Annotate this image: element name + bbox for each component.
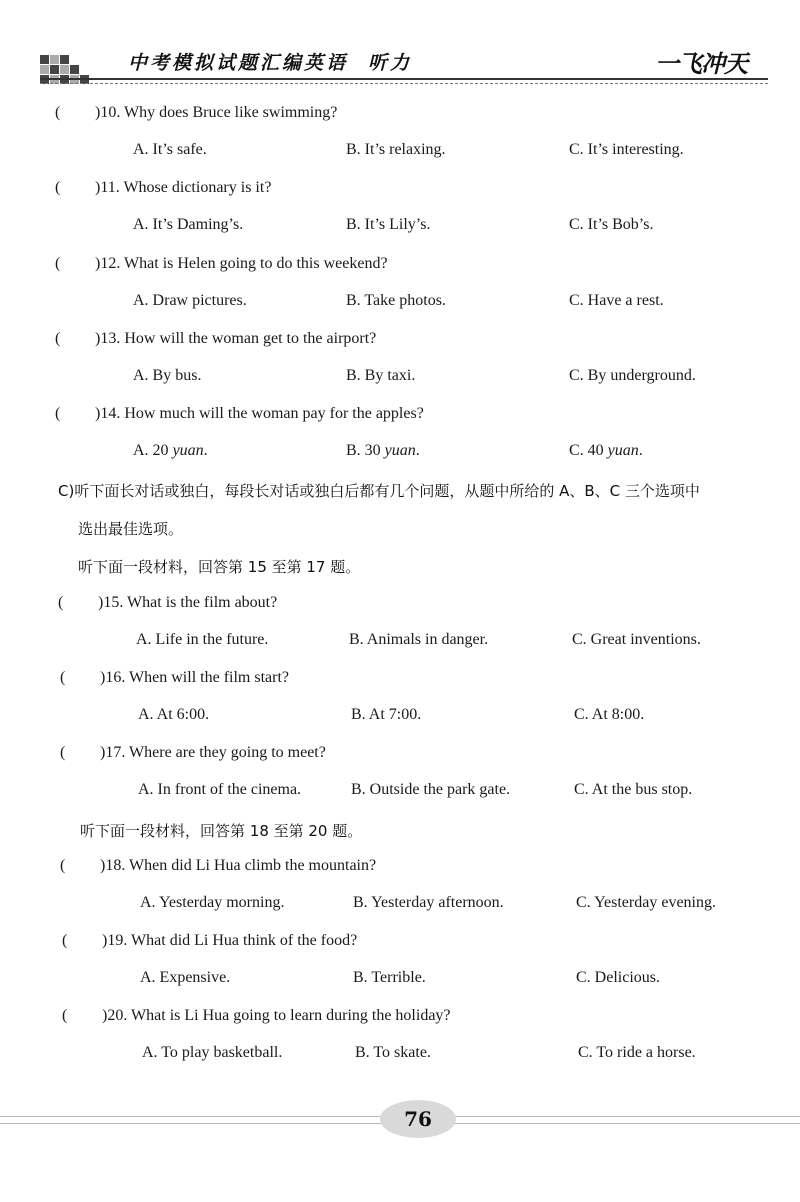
option-a: A. By bus. [133, 367, 202, 384]
option-b: B. It’s Lily’s. [346, 216, 431, 233]
option-c: C. Have a rest. [569, 292, 664, 309]
question-18 [60, 857, 376, 875]
book-title [128, 48, 412, 75]
question-20 [62, 1007, 451, 1025]
option-b: B. Outside the park gate. [351, 781, 511, 798]
option-c: C. It’s Bob’s. [569, 216, 654, 233]
question-text: What is the film about? [127, 594, 278, 611]
book-title-text: 中考模拟试题汇编英语 [128, 52, 349, 74]
option-a [133, 442, 208, 460]
option-c [569, 442, 643, 460]
question-text: How much will the woman pay for the apples? [124, 405, 424, 422]
question-number: )17. [100, 744, 126, 761]
option-a: A. At 6:00. [138, 706, 210, 723]
question-15 [58, 594, 277, 612]
option-b: B. At 7:00. [351, 706, 422, 723]
question-number: )20. [102, 1007, 128, 1024]
question-text: When will the film start? [129, 669, 289, 686]
answer-paren: ( [62, 932, 68, 949]
question-17 [60, 744, 326, 762]
option-a: A. Draw pictures. [133, 292, 247, 309]
option-a-unit: yuan [172, 442, 204, 459]
question-number: )18. [100, 857, 126, 874]
answer-paren: ( [55, 330, 61, 347]
option-a-end: . [203, 442, 208, 459]
option-c: C. By underground. [569, 367, 696, 384]
header-divider [40, 78, 768, 80]
question-number: )13. [95, 330, 121, 347]
question-16 [60, 669, 289, 687]
answer-paren: ( [62, 1007, 68, 1024]
option-c-end: . [638, 442, 643, 459]
question-number: )12. [95, 255, 121, 272]
footer-border-right [452, 1116, 800, 1124]
question-text: When did Li Hua climb the mountain? [129, 857, 377, 874]
option-b: B. To skate. [355, 1044, 431, 1061]
question-number: )10. [95, 104, 121, 121]
option-c: C. Yesterday evening. [576, 894, 716, 911]
option-b-end: . [415, 442, 420, 459]
question-19 [62, 932, 357, 950]
option-b [346, 442, 420, 460]
option-b: B. It’s relaxing. [346, 141, 446, 158]
option-a: A. Yesterday morning. [140, 894, 285, 911]
answer-paren: ( [55, 179, 61, 196]
question-13 [55, 330, 376, 348]
option-c: C. To ride a horse. [578, 1044, 696, 1061]
answer-paren: ( [55, 405, 61, 422]
checker-decoration [40, 55, 100, 85]
option-b: B. By taxi. [346, 367, 416, 384]
header-divider-dashed [40, 83, 768, 84]
page-header [0, 0, 800, 95]
question-number: )15. [98, 594, 124, 611]
option-b-unit: yuan [384, 442, 416, 459]
question-10 [55, 104, 337, 122]
question-text: Where are they going to meet? [129, 744, 326, 761]
question-11 [55, 179, 271, 197]
question-text: Why does Bruce like swimming? [124, 104, 338, 121]
option-c-unit: yuan [607, 442, 639, 459]
answer-paren: ( [60, 744, 66, 761]
section-c-instruction-line2: 选出最佳选项。 [78, 520, 184, 538]
question-14 [55, 405, 424, 423]
question-number: )14. [95, 405, 121, 422]
option-c: C. Great inventions. [572, 631, 701, 648]
question-text: Whose dictionary is it? [123, 179, 272, 196]
option-b: B. Yesterday afternoon. [353, 894, 504, 911]
option-c: C. Delicious. [576, 969, 660, 986]
option-c-value: C. 40 [569, 442, 608, 459]
answer-paren: ( [55, 255, 61, 272]
answer-paren: ( [60, 857, 66, 874]
option-c: C. It’s interesting. [569, 141, 684, 158]
footer-border-left [0, 1116, 385, 1124]
group-1-instruction: 听下面一段材料，回答第 15 至第 17 题。 [78, 558, 361, 576]
option-c: C. At the bus stop. [574, 781, 693, 798]
option-a: A. It’s safe. [133, 141, 207, 158]
option-b: B. Terrible. [353, 969, 426, 986]
question-12 [55, 255, 388, 273]
option-b-value: B. 30 [346, 442, 385, 459]
option-b: B. Animals in danger. [349, 631, 489, 648]
answer-paren: ( [55, 104, 61, 121]
option-a: A. In front of the cinema. [138, 781, 302, 798]
group-2-instruction: 听下面一段材料，回答第 18 至第 20 题。 [80, 822, 363, 840]
option-a: A. To play basketball. [142, 1044, 283, 1061]
brand-logo-text: 一飞冲天 [655, 50, 747, 78]
question-number: )11. [95, 179, 120, 196]
page-number: 76 [380, 1100, 456, 1138]
answer-paren: ( [58, 594, 64, 611]
option-a: A. Life in the future. [136, 631, 269, 648]
question-text: What did Li Hua think of the food? [131, 932, 358, 949]
option-c: C. At 8:00. [574, 706, 645, 723]
question-number: )19. [102, 932, 128, 949]
option-b: B. Take photos. [346, 292, 446, 309]
option-a-value: A. 20 [133, 442, 173, 459]
option-a: A. Expensive. [140, 969, 231, 986]
question-text: What is Li Hua going to learn during the holiday? [131, 1007, 451, 1024]
question-number: )16. [100, 669, 126, 686]
question-text: What is Helen going to do this weekend? [124, 255, 388, 272]
book-subtitle: 听力 [368, 52, 413, 74]
answer-paren: ( [60, 669, 66, 686]
section-c-instruction-line1: C)听下面长对话或独白，每段长对话或独白后都有几个问题，从题中所给的 A、B、C 三个选项中 [58, 482, 700, 500]
option-a: A. It’s Daming’s. [133, 216, 244, 233]
question-text: How will the woman get to the airport? [124, 330, 377, 347]
